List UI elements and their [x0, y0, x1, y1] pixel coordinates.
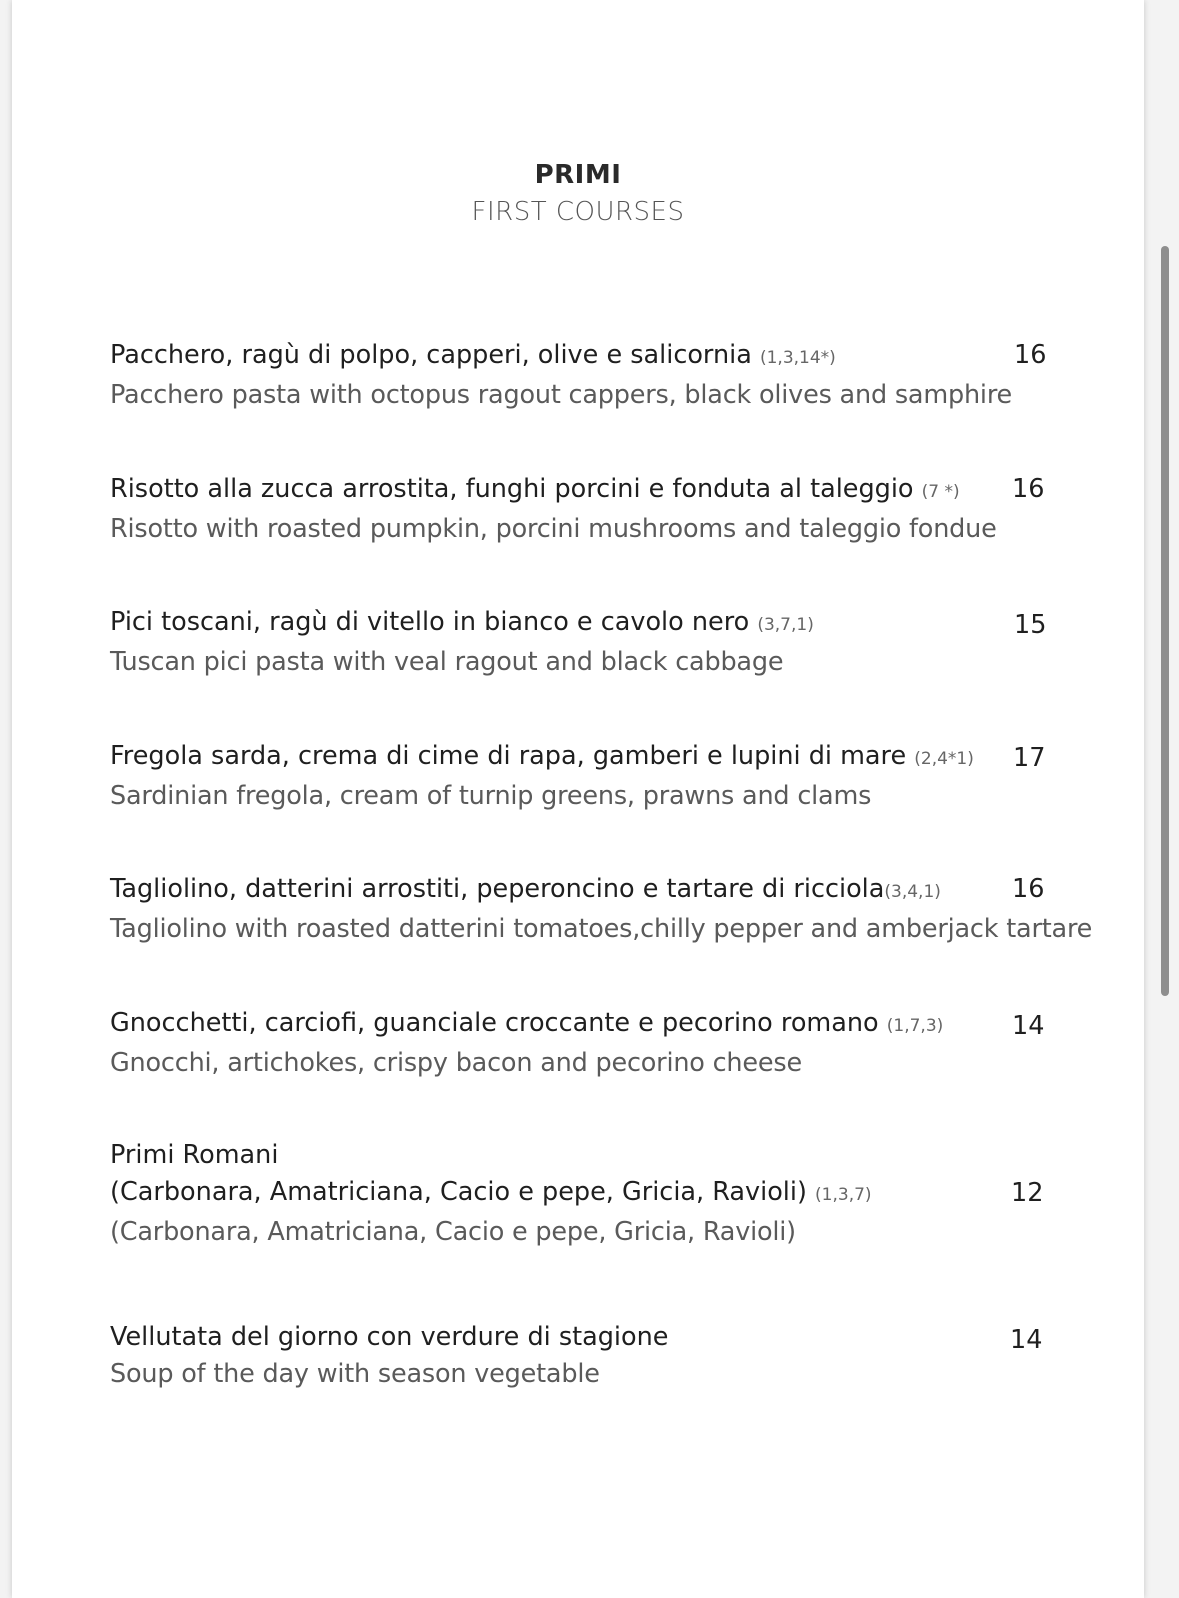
dish-name-en: Sardinian fregola, cream of turnip greens, prawns and clams [110, 781, 872, 811]
price: 16 [1012, 874, 1045, 904]
allergens: (7 *) [921, 482, 960, 502]
menu-item [110, 604, 1070, 681]
dish-name-it: Vellutata del giorno con verdure di stagione [110, 1322, 669, 1352]
allergens: (1,3,7) [815, 1185, 872, 1205]
menu-page [12, 0, 1144, 1598]
section-subtitle: FIRST COURSES [471, 197, 685, 227]
menu-item [110, 871, 1093, 948]
dish-name-en: Gnocchi, artichokes, crispy bacon and pecorino cheese [110, 1048, 802, 1078]
dish-name-it: (Carbonara, Amatriciana, Cacio e pepe, Gricia, Ravioli) (1,3,7) [110, 1177, 872, 1207]
price: 16 [1014, 340, 1047, 370]
menu-item [110, 471, 1070, 548]
dish-name-en: Tagliolino with roasted datterini tomatoes,chilly pepper and amberjack tartare [110, 914, 1093, 944]
dish-name-it: Pici toscani, ragù di vitello in bianco e cavolo nero (3,7,1) [110, 607, 814, 637]
allergens: (3,4,1) [884, 882, 941, 902]
dish-name-it: Fregola sarda, crema di cime di rapa, gamberi e lupini di mare (2,4*1) [110, 741, 974, 771]
price: 14 [1010, 1325, 1043, 1355]
dish-name-en: Risotto with roasted pumpkin, porcini mushrooms and taleggio fondue [110, 514, 997, 544]
dish-group-title: Primi Romani [110, 1140, 279, 1170]
vertical-scrollbar[interactable] [1161, 246, 1169, 996]
menu-item [110, 337, 1070, 414]
price: 16 [1012, 474, 1045, 504]
menu-item [110, 738, 1070, 815]
price: 15 [1014, 610, 1047, 640]
dish-name-en: Pacchero pasta with octopus ragout cappers, black olives and samphire [110, 380, 1013, 410]
allergens: (1,3,14*) [759, 348, 836, 368]
menu-item [110, 1005, 1070, 1082]
menu-item [110, 1319, 1070, 1393]
menu-item [110, 1137, 1070, 1251]
dish-name-it: Risotto alla zucca arrostita, funghi porcini e fonduta al taleggio (7 *) [110, 474, 960, 504]
allergens: (1,7,3) [886, 1016, 944, 1036]
dish-name-en: (Carbonara, Amatriciana, Cacio e pepe, Gricia, Ravioli) [110, 1217, 796, 1247]
dish-name-en: Soup of the day with season vegetable [110, 1359, 600, 1389]
allergens: (3,7,1) [757, 615, 814, 635]
dish-name-it: Tagliolino, datterini arrostiti, peperoncino e tartare di ricciola(3,4,1) [110, 874, 941, 904]
dish-name-en: Tuscan pici pasta with veal ragout and black cabbage [110, 647, 784, 677]
dish-name-it: Gnocchetti, carciofi, guanciale croccante e pecorino romano (1,7,3) [110, 1008, 944, 1038]
allergens: (2,4*1) [914, 749, 974, 769]
price: 14 [1012, 1011, 1045, 1041]
price: 17 [1013, 743, 1046, 773]
section-title: PRIMI [534, 160, 622, 190]
dish-name-it: Pacchero, ragù di polpo, capperi, olive e salicornia (1,3,14*) [110, 340, 836, 370]
price: 12 [1011, 1178, 1044, 1208]
